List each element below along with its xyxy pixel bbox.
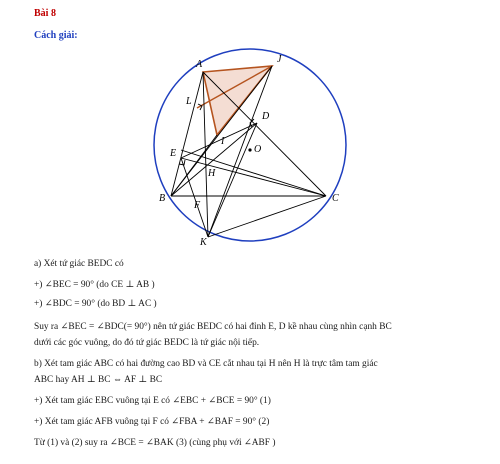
triangle-AJI — [203, 66, 272, 135]
segment-KE — [181, 158, 208, 237]
segment-KD — [208, 123, 257, 237]
label-A: A — [196, 59, 203, 70]
label-O: O — [254, 144, 262, 155]
label-F: F — [194, 200, 201, 211]
label-L: L — [186, 96, 192, 107]
label-C: C — [332, 193, 339, 204]
altitude-CE — [181, 158, 326, 196]
label-J: J — [277, 54, 282, 65]
side-AC — [203, 72, 326, 196]
altitude-BD — [171, 123, 257, 196]
body-line-1: a) Xét tứ giác BEDC có — [34, 259, 124, 269]
body-line-5: dưới các góc vuông, do đó tứ giác BEDC là tứ giác nội tiếp. — [34, 338, 260, 348]
label-B: B — [159, 193, 166, 204]
segment-KC — [208, 196, 326, 237]
center-point — [248, 148, 251, 151]
solution-heading: Cách giải: — [34, 30, 78, 41]
body-line-7: ABC hay AH ⊥ BC ⇔ AF ⊥ BC — [34, 375, 163, 385]
body-line-9: +) Xét tam giác AFB vuông tại F có ∠FBA + ∠BAF = 90° (2) — [34, 417, 270, 427]
body-line-6: b) Xét tam giác ABC có hai đường cao BD và CE cắt nhau tại H nên H là trực tâm tam giác — [34, 359, 378, 369]
label-H: H — [208, 168, 216, 179]
label-D: D — [262, 111, 270, 122]
body-line-8: +) Xét tam giác EBC vuông tại E có ∠EBC + ∠BCE = 90° (1) — [34, 396, 271, 406]
exercise-title: Bài 8 — [34, 8, 56, 19]
body-line-10: Từ (1) và (2) suy ra ∠BCE = ∠BAK (3) (cùng phụ với ∠ABF ) — [34, 438, 276, 448]
body-line-4: Suy ra ∠BEC = ∠BDC(= 90°) nên tứ giác BEDC có hai đỉnh E, D kề nhau cùng nhìn cạnh BC — [34, 322, 392, 332]
side-AB — [171, 72, 203, 196]
label-I: I — [221, 136, 225, 147]
body-line-3: +) ∠BDC = 90° (do BD ⊥ AC ) — [34, 299, 157, 309]
label-K: K — [200, 237, 207, 248]
segment-EC-upper — [181, 150, 326, 196]
body-line-2: +) ∠BEC = 90° (do CE ⊥ AB ) — [34, 280, 155, 290]
label-E: E — [170, 148, 177, 159]
